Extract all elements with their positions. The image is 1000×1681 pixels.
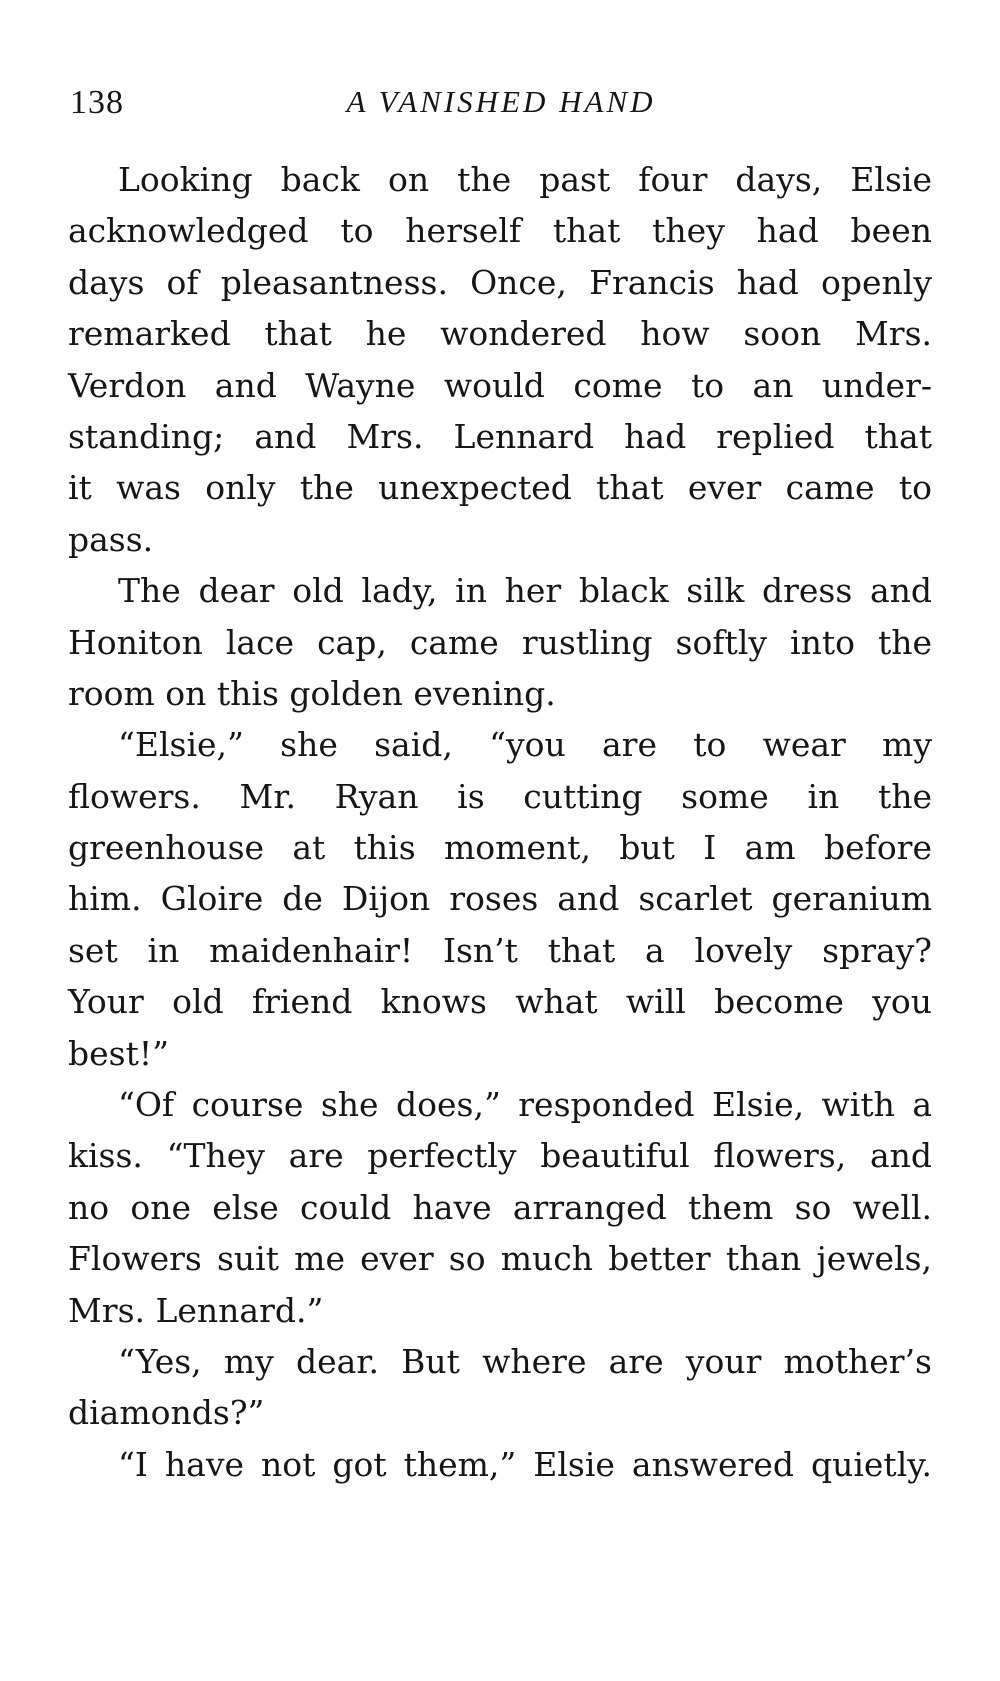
text-line: “Elsie,” she said, “you are to wear my — [118, 725, 932, 765]
text-line: no one else could have arranged them so well. — [68, 1187, 932, 1227]
text-line: best!” — [68, 1033, 169, 1073]
text-line: “Of course she does,” responded Elsie, with a — [118, 1085, 932, 1125]
text-line: Verdon and Wayne would come to an under- — [68, 365, 932, 405]
text-line: greenhouse at this moment, but I am before — [68, 828, 932, 868]
text-line: standing; and Mrs. Lennard had replied that — [68, 416, 932, 456]
text-line: Your old friend knows what will become you — [68, 982, 932, 1022]
text-line: Looking back on the past four days, Elsie — [118, 160, 932, 199]
text-line: days of pleasantness. Once, Francis had openly — [68, 262, 932, 302]
page-number: 138 — [70, 84, 124, 121]
text-line: him. Gloire de Dijon roses and scarlet geranium — [68, 879, 932, 919]
text-line: The dear old lady, in her black silk dress and — [118, 571, 932, 611]
text-line: flowers. Mr. Ryan is cutting some in the — [68, 776, 932, 816]
text-line: pass. — [68, 519, 154, 559]
text-line: Honiton lace cap, came rustling softly into the — [68, 622, 932, 662]
text-line: kiss. “They are perfectly beautiful flowers, and — [68, 1136, 932, 1176]
text-line: “I have not got them,” Elsie answered quietly. — [118, 1444, 932, 1484]
text-line: “Yes, my dear. But where are your mother’s — [118, 1341, 932, 1381]
text-line: acknowledged to herself that they had been — [68, 211, 932, 251]
text-line: remarked that he wondered how soon Mrs. — [68, 314, 932, 354]
text-line: it was only the unexpected that ever came to — [68, 468, 932, 508]
text-line: set in maidenhair! Isn’t that a lovely spray? — [68, 930, 932, 970]
page-header — [70, 84, 932, 134]
text-line: Flowers suit me ever so much better than jewels, — [68, 1239, 932, 1279]
running-title: A VANISHED HAND — [346, 84, 656, 119]
text-line: Mrs. Lennard.” — [68, 1290, 324, 1330]
body-text — [68, 154, 932, 1490]
text-line: room on this golden evening. — [68, 673, 556, 713]
text-line: diamonds?” — [68, 1393, 265, 1433]
